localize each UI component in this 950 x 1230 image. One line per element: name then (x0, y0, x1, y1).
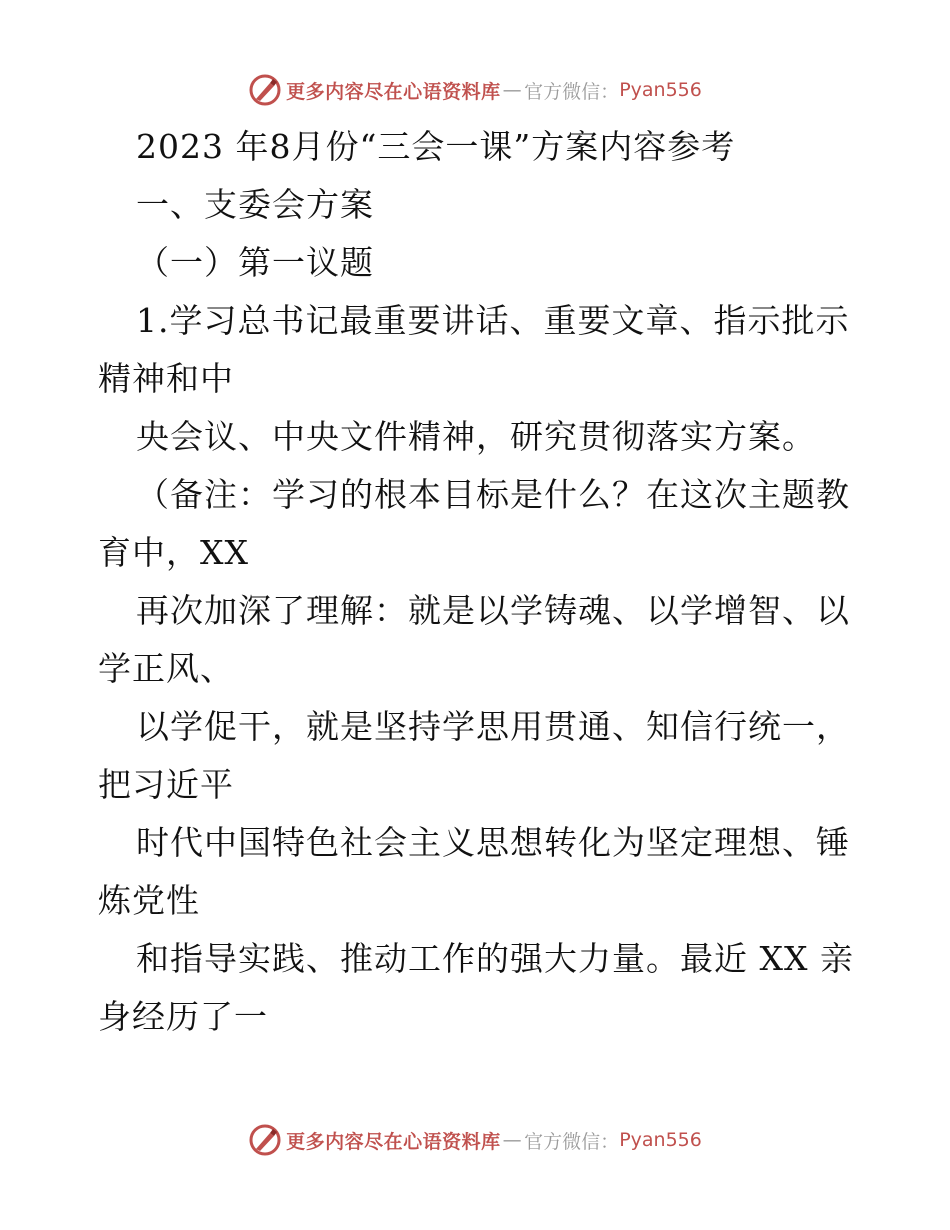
footer-watermark (0, 1120, 950, 1160)
paragraph-line: 时代中国特色社会主义思想转化为坚定理想、锤 (136, 823, 850, 862)
paragraph-line: 身经历了一 (98, 997, 268, 1036)
paragraph-line: 央会议、中央文件精神，研究贯彻落实方案。 (136, 417, 816, 456)
paragraph-line: 再次加深了理解：就是以学铸魂、以学增智、以 (136, 591, 850, 630)
watermark-separator: — (502, 79, 523, 101)
watermark-text: 更多内容尽在心语资料库 (286, 80, 501, 103)
paragraph-line: 精神和中 (98, 359, 234, 398)
section-heading: 一、支委会方案 (136, 185, 374, 224)
document-title: 2023 年8月份“三会一课”方案内容参考 (136, 127, 736, 166)
paragraph-line: 和指导实践、推动工作的强大力量。最近 XX 亲 (136, 939, 854, 978)
watermark-text: 更多内容尽在心语资料库 (286, 1130, 501, 1153)
pen-logo-icon (248, 73, 282, 107)
watermark-separator: — (502, 1129, 523, 1151)
header-watermark (0, 70, 950, 110)
paragraph-line: （备注：学习的根本目标是什么？在这次主题教 (136, 475, 850, 514)
paragraph-line: 把习近平 (98, 765, 234, 804)
paragraph-line: 以学促干，就是坚持学思用贯通、知信行统一， (136, 707, 850, 746)
paragraph-line: 1.学习总书记最重要讲话、重要文章、指示批示 (136, 301, 850, 340)
pen-logo-icon (248, 1123, 282, 1157)
subsection-heading: （一）第一议题 (136, 243, 374, 282)
paragraph-line: 学正风、 (98, 649, 234, 688)
paragraph-line: 炼党性 (98, 881, 200, 920)
paragraph-line: 育中，XX (98, 533, 249, 572)
watermark-prefix: 官方微信： (524, 1130, 620, 1153)
watermark-wechat-id: Pyan556 (619, 79, 702, 101)
watermark-wechat-id: Pyan556 (619, 1129, 702, 1151)
watermark-prefix: 官方微信： (524, 80, 620, 103)
document-body (98, 118, 858, 1046)
